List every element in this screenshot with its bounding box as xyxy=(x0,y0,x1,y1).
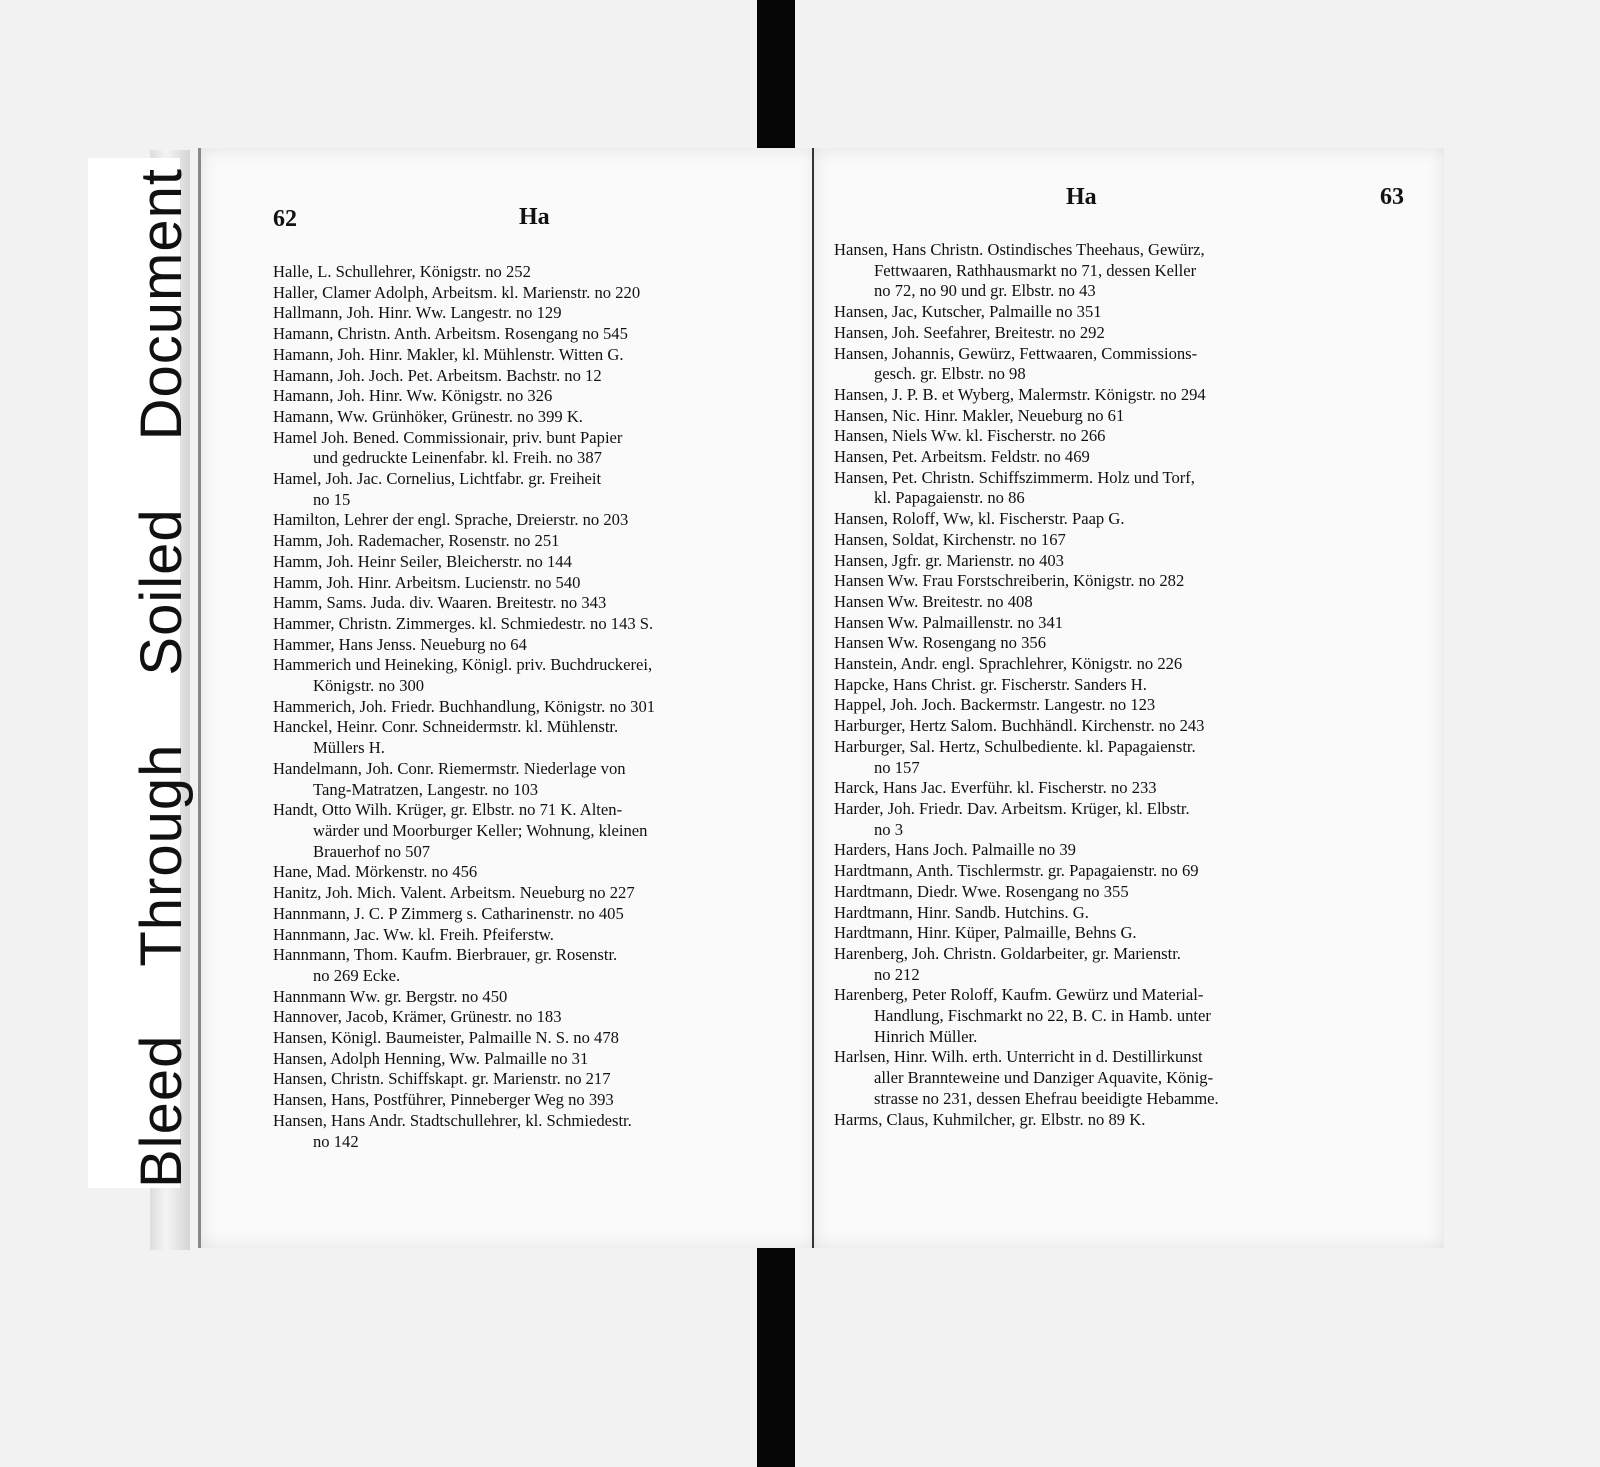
directory-entry xyxy=(834,799,1344,840)
entry-line: Hansen, Joh. Seefahrer, Breitestr. no 292 xyxy=(834,322,1105,342)
entry-continuation-line: no 212 xyxy=(874,964,920,984)
entry-line: Hammer, Christn. Zimmerges. kl. Schmiedestr. no 143 S. xyxy=(273,613,654,633)
directory-entry xyxy=(273,655,773,696)
entry-line: Harms, Claus, Kuhmilcher, gr. Elbstr. no 89 K. xyxy=(834,1109,1146,1129)
entry-line: Hamann, Joh. Joch. Pet. Arbeitsm. Bachstr. no 12 xyxy=(273,365,602,385)
directory-entry xyxy=(834,716,1344,737)
entry-line: Harck, Hans Jac. Everführ. kl. Fischerstr. no 233 xyxy=(834,778,1157,798)
entry-line: Hansen, Roloff, Ww, kl. Fischerstr. Paap G. xyxy=(834,509,1125,529)
directory-entry xyxy=(273,759,773,800)
entry-line: Hamann, Christn. Anth. Arbeitsm. Rosengang no 545 xyxy=(273,324,628,344)
directory-entry xyxy=(834,778,1344,799)
directory-entry xyxy=(273,1028,773,1049)
entry-line: Hammerich, Joh. Friedr. Buchhandlung, Königstr. no 301 xyxy=(273,696,656,716)
directory-entry xyxy=(834,1047,1344,1109)
directory-entry xyxy=(273,345,773,366)
directory-entry xyxy=(273,697,773,718)
directory-entry xyxy=(834,737,1344,778)
entry-continuation-line: Fettwaaren, Rathhausmarkt no 71, dessen Keller xyxy=(874,260,1197,280)
directory-entry xyxy=(273,428,773,469)
entry-line: Hamm, Joh. Hinr. Arbeitsm. Lucienstr. no 540 xyxy=(273,572,581,592)
directory-entry xyxy=(834,323,1344,344)
entry-line: Hansen, Königl. Baumeister, Palmaille N. S. no 478 xyxy=(273,1028,619,1048)
entry-line: Hannmann Ww. gr. Bergstr. no 450 xyxy=(273,986,508,1006)
directory-entry xyxy=(834,985,1344,1047)
left-page xyxy=(198,148,816,1248)
condition-label-word: Document xyxy=(129,168,194,441)
entry-line: Hallmann, Joh. Hinr. Ww. Langestr. no 129 xyxy=(273,303,562,323)
condition-label-word: Soiled xyxy=(129,508,194,676)
entry-line: Hansen, Niels Ww. kl. Fischerstr. no 266 xyxy=(834,426,1106,446)
entry-line: Hannover, Jacob, Krämer, Grünestr. no 183 xyxy=(273,1007,562,1027)
directory-entry xyxy=(273,593,773,614)
directory-entry xyxy=(273,531,773,552)
directory-entry xyxy=(273,987,773,1008)
directory-entry xyxy=(273,883,773,904)
directory-entry xyxy=(273,614,773,635)
entry-line: Hanckel, Heinr. Conr. Schneidermstr. kl. Mühlenstr. xyxy=(273,717,619,737)
right-page xyxy=(812,148,1444,1248)
entry-line: Harburger, Hertz Salom. Buchhändl. Kirchenstr. no 243 xyxy=(834,716,1205,736)
entry-continuation-line: Müllers H. xyxy=(313,738,385,758)
directory-entry xyxy=(834,447,1344,468)
entry-line: Hansen, Jac, Kutscher, Palmaille no 351 xyxy=(834,302,1102,322)
entry-line: Hanstein, Andr. engl. Sprachlehrer, Königstr. no 226 xyxy=(834,654,1183,674)
directory-entry xyxy=(834,944,1344,985)
directory-entry xyxy=(273,717,773,758)
directory-entry xyxy=(834,613,1344,634)
entry-line: Hamilton, Lehrer der engl. Sprache, Dreierstr. no 203 xyxy=(273,510,629,530)
directory-entry xyxy=(273,510,773,531)
entry-line: Hardtmann, Hinr. Küper, Palmaille, Behns G. xyxy=(834,923,1137,943)
entry-line: Hammer, Hans Jenss. Neueburg no 64 xyxy=(273,634,527,654)
entry-line: Happel, Joh. Joch. Backermstr. Langestr. no 123 xyxy=(834,695,1156,715)
directory-entry xyxy=(834,840,1344,861)
entry-line: Handelmann, Joh. Conr. Riemermstr. Niederlage von xyxy=(273,758,626,778)
entry-line: Hannmann, J. C. P Zimmerg s. Catharinenstr. no 405 xyxy=(273,903,624,923)
entry-continuation-line: kl. Papagaienstr. no 86 xyxy=(874,488,1025,508)
entry-line: Harburger, Sal. Hertz, Schulbediente. kl. Papagaienstr. xyxy=(834,736,1196,756)
directory-entry xyxy=(834,385,1344,406)
directory-entry xyxy=(273,407,773,428)
entry-line: Hannmann, Thom. Kaufm. Bierbrauer, gr. Rosenstr. xyxy=(273,945,618,965)
directory-entry xyxy=(273,635,773,656)
directory-entry xyxy=(834,468,1344,509)
entry-continuation-line: no 3 xyxy=(874,819,904,839)
entry-line: Hansen, Pet. Christn. Schiffszimmerm. Holz und Torf, xyxy=(834,467,1195,487)
entry-continuation-line: strasse no 231, dessen Ehefrau beeidigte Hebamme. xyxy=(874,1088,1219,1108)
entry-line: Hane, Mad. Mörkenstr. no 456 xyxy=(273,862,478,882)
entry-line: Hanitz, Joh. Mich. Valent. Arbeitsm. Neueburg no 227 xyxy=(273,883,635,903)
entry-line: Hansen, Johannis, Gewürz, Fettwaaren, Commissions- xyxy=(834,343,1198,363)
entry-line: Hansen, Hans Andr. Stadtschullehrer, kl. Schmiedestr. xyxy=(273,1110,632,1130)
entry-line: Hansen, Nic. Hinr. Makler, Neueburg no 61 xyxy=(834,405,1125,425)
entry-line: Hamel Joh. Bened. Commissionair, priv. bunt Papier xyxy=(273,427,623,447)
entry-line: Harenberg, Joh. Christn. Goldarbeiter, gr. Marienstr. xyxy=(834,943,1181,963)
directory-entry xyxy=(273,283,773,304)
entry-line: Hamann, Joh. Hinr. Ww. Königstr. no 326 xyxy=(273,386,553,406)
entry-line: Hansen, Adolph Henning, Ww. Palmaille no 31 xyxy=(273,1048,589,1068)
entry-line: Hansen Ww. Frau Forstschreiberin, Königstr. no 282 xyxy=(834,571,1185,591)
directory-entry xyxy=(834,551,1344,572)
directory-entry xyxy=(834,530,1344,551)
entry-line: Harder, Joh. Friedr. Dav. Arbeitsm. Krüger, kl. Elbstr. xyxy=(834,798,1190,818)
directory-entry xyxy=(273,386,773,407)
entry-continuation-line: und gedruckte Leinenfabr. kl. Freih. no 387 xyxy=(313,448,602,468)
entry-line: Hamann, Joh. Hinr. Makler, kl. Mühlenstr. Witten G. xyxy=(273,344,624,364)
entry-continuation-line: Königstr. no 300 xyxy=(313,676,425,696)
directory-entry-list xyxy=(273,262,773,1152)
entry-line: Hansen, Hans, Postführer, Pinneberger Weg no 393 xyxy=(273,1090,614,1110)
entry-continuation-line: aller Brannteweine und Danziger Aquavite, König- xyxy=(874,1068,1214,1088)
directory-entry xyxy=(273,303,773,324)
directory-entry xyxy=(834,633,1344,654)
directory-entry xyxy=(834,923,1344,944)
entry-line: Hammerich und Heineking, Königl. priv. Buchdruckerei, xyxy=(273,655,653,675)
entry-continuation-line: Tang-Matratzen, Langestr. no 103 xyxy=(313,779,539,799)
entry-line: Hapcke, Hans Christ. gr. Fischerstr. Sanders H. xyxy=(834,674,1147,694)
running-header: Ha xyxy=(519,204,550,230)
entry-line: Hamm, Joh. Rademacher, Rosenstr. no 251 xyxy=(273,531,560,551)
directory-entry xyxy=(834,695,1344,716)
directory-entry xyxy=(273,945,773,986)
entry-line: Handt, Otto Wilh. Krüger, gr. Elbstr. no 71 K. Alten- xyxy=(273,800,623,820)
entry-line: Hansen, Soldat, Kirchenstr. no 167 xyxy=(834,529,1066,549)
condition-label xyxy=(129,168,194,1188)
entry-continuation-line: Handlung, Fischmarkt no 22, B. C. in Hamb. unter xyxy=(874,1006,1211,1026)
directory-entry xyxy=(273,1090,773,1111)
entry-line: Hannmann, Jac. Ww. kl. Freih. Pfeiferstw. xyxy=(273,924,554,944)
directory-entry xyxy=(834,861,1344,882)
entry-line: Hamm, Joh. Heinr Seiler, Bleicherstr. no 144 xyxy=(273,551,572,571)
spine-band-bottom xyxy=(757,1245,795,1467)
entry-continuation-line: no 15 xyxy=(313,489,351,509)
directory-entry xyxy=(273,800,773,862)
directory-entry xyxy=(834,1110,1344,1131)
entry-line: Hansen Ww. Palmaillenstr. no 341 xyxy=(834,612,1064,632)
directory-entry xyxy=(273,1111,773,1152)
entry-line: Haller, Clamer Adolph, Arbeitsm. kl. Marienstr. no 220 xyxy=(273,282,641,302)
entry-continuation-line: no 269 Ecke. xyxy=(313,965,401,985)
entry-continuation-line: no 157 xyxy=(874,757,920,777)
directory-entry xyxy=(273,469,773,510)
directory-entry xyxy=(834,675,1344,696)
entry-line: Hardtmann, Anth. Tischlermstr. gr. Papagaienstr. no 69 xyxy=(834,861,1199,881)
entry-line: Harders, Hans Joch. Palmaille no 39 xyxy=(834,840,1076,860)
directory-entry xyxy=(834,240,1344,302)
directory-entry xyxy=(273,1069,773,1090)
entry-line: Harenberg, Peter Roloff, Kaufm. Gewürz und Material- xyxy=(834,985,1204,1005)
entry-continuation-line: wärder und Moorburger Keller; Wohnung, kleinen xyxy=(313,820,648,840)
directory-entry xyxy=(273,862,773,883)
entry-line: Hansen, Pet. Arbeitsm. Feldstr. no 469 xyxy=(834,447,1090,467)
directory-entry xyxy=(834,406,1344,427)
entry-line: Hamm, Sams. Juda. div. Waaren. Breitestr. no 343 xyxy=(273,593,607,613)
directory-entry-list xyxy=(834,240,1344,1130)
page-number: 63 xyxy=(1380,184,1404,210)
entry-line: Halle, L. Schullehrer, Königstr. no 252 xyxy=(273,262,531,281)
directory-entry xyxy=(834,592,1344,613)
entry-continuation-line: Brauerhof no 507 xyxy=(313,841,431,861)
entry-line: Hamann, Ww. Grünhöker, Grünestr. no 399 K. xyxy=(273,406,583,426)
directory-entry xyxy=(273,904,773,925)
directory-entry xyxy=(273,262,773,283)
condition-label-word: Through xyxy=(129,743,194,967)
entry-line: Hansen, Hans Christn. Ostindisches Theehaus, Gewürz, xyxy=(834,240,1205,259)
entry-line: Hardtmann, Hinr. Sandb. Hutchins. G. xyxy=(834,902,1089,922)
running-header: Ha xyxy=(1066,184,1097,210)
entry-continuation-line: no 72, no 90 und gr. Elbstr. no 43 xyxy=(874,281,1096,301)
entry-line: Harlsen, Hinr. Wilh. erth. Unterricht in d. Destillirkunst xyxy=(834,1047,1203,1067)
entry-continuation-line: gesch. gr. Elbstr. no 98 xyxy=(874,364,1026,384)
directory-entry xyxy=(834,571,1344,592)
directory-entry xyxy=(273,324,773,345)
directory-entry xyxy=(273,925,773,946)
entry-line: Hansen Ww. Rosengang no 356 xyxy=(834,633,1046,653)
directory-entry xyxy=(273,366,773,387)
entry-line: Hansen, J. P. B. et Wyberg, Malermstr. Königstr. no 294 xyxy=(834,384,1206,404)
directory-entry xyxy=(273,552,773,573)
directory-entry xyxy=(834,302,1344,323)
entry-line: Hamel, Joh. Jac. Cornelius, Lichtfabr. gr. Freiheit xyxy=(273,469,602,489)
entry-continuation-line: Hinrich Müller. xyxy=(874,1026,978,1046)
entry-line: Hardtmann, Diedr. Wwe. Rosengang no 355 xyxy=(834,881,1129,901)
directory-entry xyxy=(834,509,1344,530)
directory-entry xyxy=(273,573,773,594)
directory-entry xyxy=(834,426,1344,447)
directory-entry xyxy=(834,344,1344,385)
entry-line: Hansen Ww. Breitestr. no 408 xyxy=(834,591,1033,611)
entry-continuation-line: no 142 xyxy=(313,1131,359,1151)
directory-entry xyxy=(273,1049,773,1070)
entry-line: Hansen, Jgfr. gr. Marienstr. no 403 xyxy=(834,550,1064,570)
page-number: 62 xyxy=(273,206,297,232)
directory-entry xyxy=(834,882,1344,903)
directory-entry xyxy=(834,903,1344,924)
directory-entry xyxy=(273,1007,773,1028)
directory-entry xyxy=(834,654,1344,675)
entry-line: Hansen, Christn. Schiffskapt. gr. Marienstr. no 217 xyxy=(273,1069,611,1089)
condition-label-word: Bleed xyxy=(129,1034,194,1188)
